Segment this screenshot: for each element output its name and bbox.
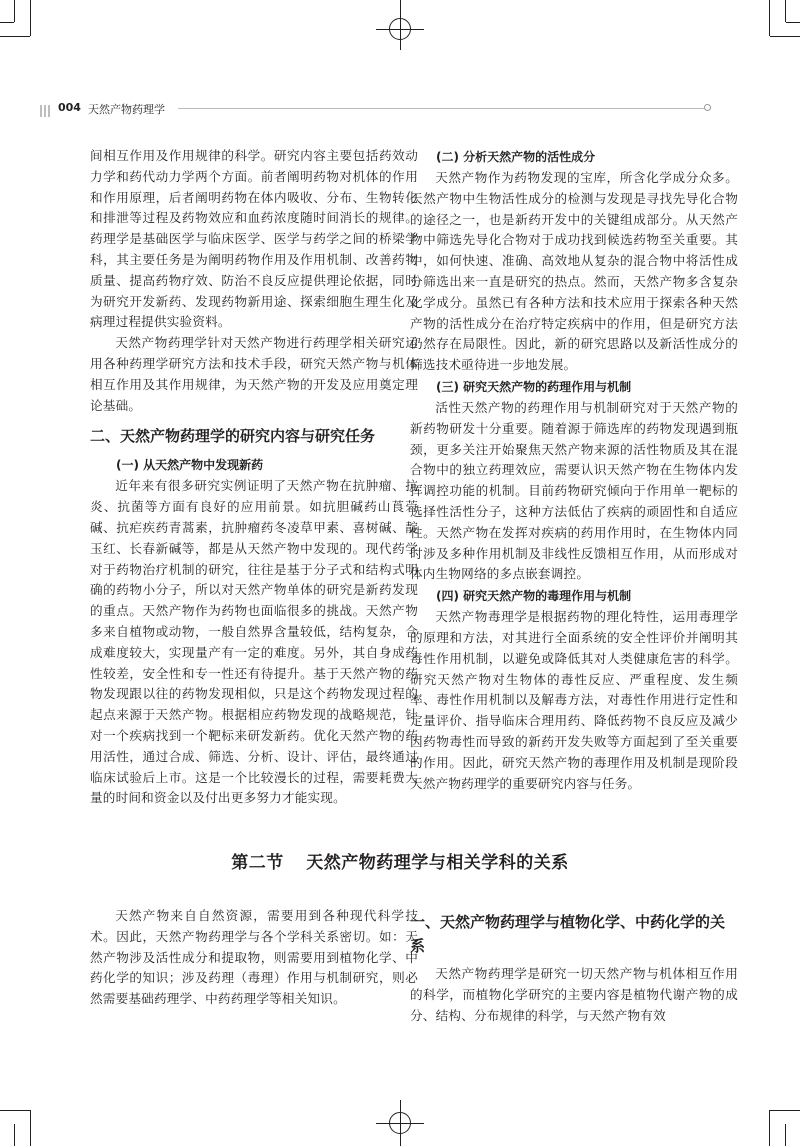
- paragraph: 天然产物毒理学是根据药物的理化特性，运用毒理学的原理和方法，对其进行全面系统的安全性评价并阐明其毒性作用机制，以避免或降低其对人类健康危害的科学。研究天然产物对生物体的毒性反应、严重程度、发生频率、毒性作用机制以及解毒方法，对毒性作用进行定性和定量评价、指导临床合理用药、降低药物不良反应及减少因药物毒性而导致的新药开发失败等方面起到了至关重要的作用。因此，研究天然产物的毒理作用及机制是现阶段天然产物药理学的重要研究内容与任务。: [410, 609, 738, 791]
- heading-relation-phytochemistry: 一、天然产物药理学与植物化学、中药化学的关系: [410, 913, 726, 955]
- registration-line: [376, 1123, 424, 1124]
- crop-mark: [30, 0, 31, 36]
- running-header: [40, 100, 710, 118]
- paragraph: 天然产物药理学是研究一切天然产物与机体相互作用的科学，而植物化学研究的主要内容是植物代谢产物的成分、结构、分布规律的科学，与天然产物有效: [410, 966, 738, 1023]
- page-number: 004: [58, 101, 81, 114]
- crop-mark: [0, 36, 30, 37]
- paragraph: 活性天然产物的药理作用与机制研究对于天然产物的新药物研发十分重要。随着源于筛选库的药物发现遇到瓶颈，更多关注开始聚焦天然产物来源的活性物质及其在混合物中的独立药理效应，需要认识天然产物在生物体内发挥调控功能的机制。目前药物研究倾向于作用单一靶标的选择性活性分子，这种方法低估了疾病的顽固性和自适应性。天然产物在发挥对疾病的药用作用时，在生物体内同时涉及多种作用机制及非线性反馈相互作用，从而形成对体内生物网络的多点嵌套调控。: [410, 399, 738, 582]
- subheading-toxicology: (四) 研究天然产物的毒理作用与机制: [436, 589, 632, 604]
- bottom-right-column: [410, 910, 738, 1026]
- section-number: 第二节: [231, 853, 284, 873]
- subheading-discover-drugs: (一) 从天然产物中发现新药: [116, 458, 264, 473]
- crop-mark: [786, 22, 800, 23]
- paragraph: 天然产物药理学针对天然产物进行药理学相关研究运用各种药理学研究方法和技术手段，研究天然产物与机体相互作用及其作用规律，为天然产物的开发及应用奠定理论基础。: [90, 335, 418, 413]
- header-end-dot: [704, 104, 711, 111]
- header-bars-decoration: [40, 102, 52, 121]
- bottom-left-column: [90, 906, 418, 1010]
- heading-research-content: 二、天然产物药理学的研究内容与研究任务: [90, 427, 376, 446]
- crop-mark: [785, 1124, 786, 1146]
- crop-mark: [0, 1110, 30, 1111]
- paragraph: 间相互作用及作用规律的科学。研究内容主要包括药效动力学和药代动力学两个方面。前者阐明药物对机体的作用和作用原理，后者阐明药物在体内吸收、分布、生物转化和排泄等过程及药物效应和血药浓度随时间消长的规律。药理学是基础医学与临床医学、医学与药学之间的桥梁学科，其主要任务是为阐明药物作用及作用机制、改善药物质量、提高药物疗效、防治不良反应提供理论依据，同时为研究开发新药、发现药物新用途、探索细胞生理生化及病理过程提供实验资料。: [90, 148, 418, 330]
- crop-mark: [14, 0, 15, 22]
- crop-mark: [770, 1110, 800, 1111]
- crop-mark: [770, 36, 800, 37]
- right-column: [410, 146, 738, 794]
- registration-line: [400, 0, 401, 50]
- section-title: [0, 848, 800, 873]
- paragraph: 近年来有很多研究实例证明了天然产物在抗肿瘤、抗炎、抗菌等方面有良好的应用前景。如抗胆碱药山莨菪碱、抗疟疾药青蒿素，抗肿瘤药冬凌草甲素、喜树碱、靛玉红、长春新碱等，都是从天然产物中发现的。现代药学对于药物治疗机制的研究，往往是基于分子式和结构式明确的药物小分子，所以对天然产物单体的研究是新药发现的重点。天然产物作为药物也面临很多的挑战。天然产物多来自植物或动物，一般自然界含量较低，结构复杂，合成难度较大，实现量产有一定的难度。另外，其自身成药性较差，安全性和专一性还有待提升。基于天然产物的药物发现跟以往的药物发现相似，只是这个药物发现过程的起点来源于天然产物。根据相应药物发现的战略规范，针对一个疾病找到一个靶标来研发新药。优化天然产物的药用活性，通过合成、筛选、分析、设计、评估，最终通过临床试验后上市。这是一个比较漫长的过程，需要耗费大量的时间和资金以及付出更多努力才能实现。: [90, 478, 418, 806]
- crop-mark: [14, 1124, 15, 1146]
- crop-mark: [30, 1110, 31, 1146]
- book-title: 天然产物药理学: [88, 103, 165, 116]
- crop-mark: [785, 0, 786, 22]
- left-column: [90, 146, 418, 809]
- paragraph: 天然产物作为药物发现的宝库，所含化学成分众多。天然产物中生物活性成分的检测与发现是寻找先导化合物的途径之一，也是新药开发中的关键组成部分。从天然产物中筛选先导化合物对于成功找到候选药物至关重要。其中，如何快速、准确、高效地从复杂的混合物中将活性成分筛选出来一直是研究的热点。然而，天然产物多含复杂化学成分。虽然已有各种方法和技术应用于探索各种天然产物的活性成分在治疗特定疾病中的作用，但是研究方法仍然存在局限性。因此，新的研究思路以及新活性成分的筛选技术亟待进一步地发展。: [410, 170, 738, 373]
- crop-mark: [0, 22, 14, 23]
- paragraph: 天然产物来自自然资源，需要用到各种现代科学技术。因此，天然产物药理学与各个学科关系密切。如：天然产物涉及活性成分和提取物，则需要用到植物化学、中药化学的知识；涉及药理（毒理）作用与机制研究，则必然需要基础药理学、中药药理学等相关知识。: [90, 908, 418, 1007]
- crop-mark: [769, 1110, 770, 1146]
- subheading-pharmacology: (三) 研究天然产物的药理作用与机制: [436, 379, 632, 394]
- crop-mark: [769, 0, 770, 36]
- header-rule: [178, 108, 704, 109]
- subheading-active-ingredients: (二) 分析天然产物的活性成分: [436, 150, 596, 164]
- registration-line: [376, 29, 424, 30]
- section-name: 天然产物药理学与相关学科的关系: [306, 853, 569, 873]
